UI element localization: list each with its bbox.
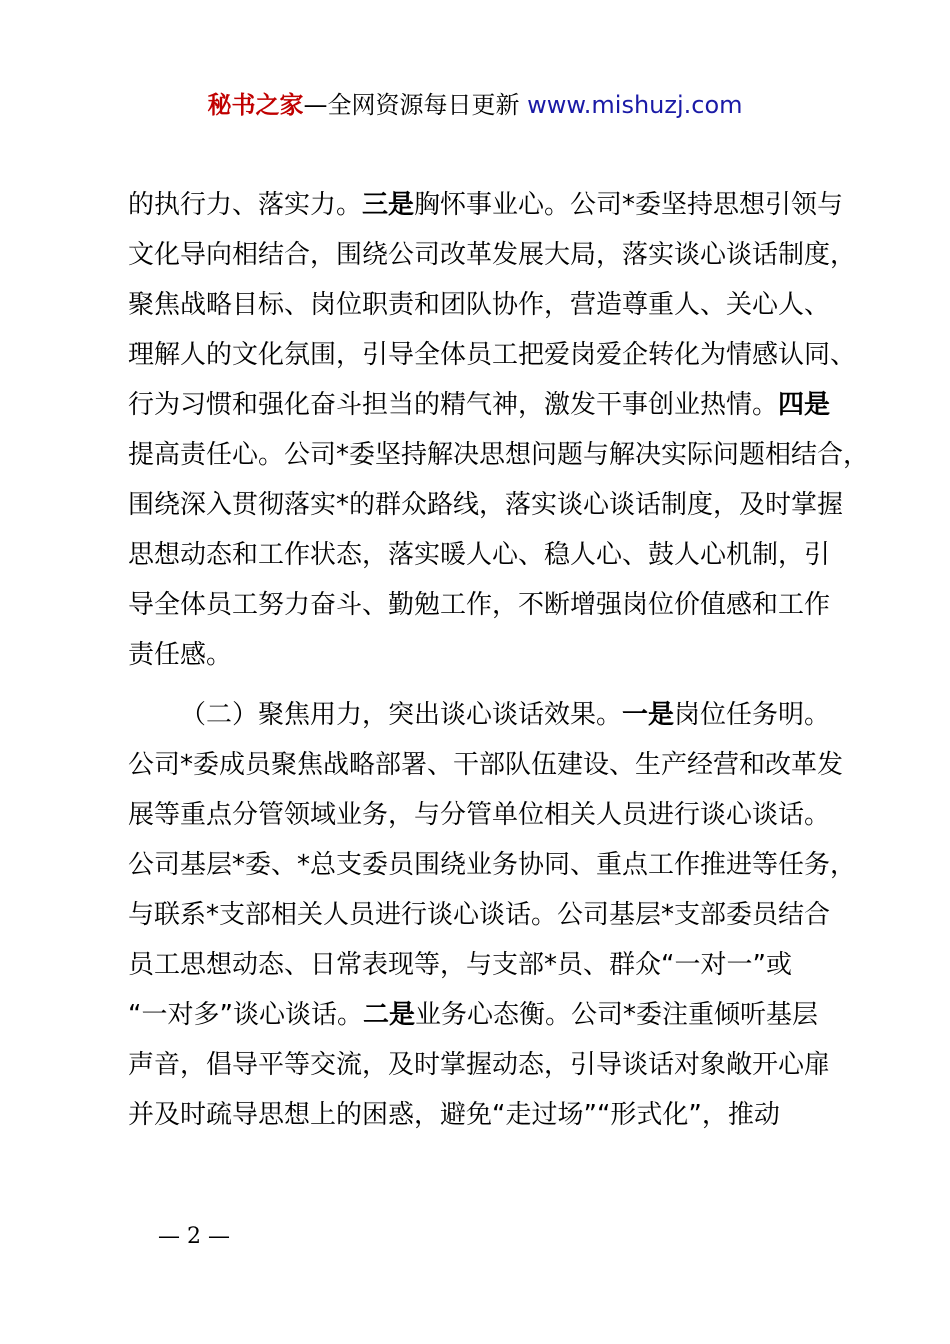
text-line: 文化导向相结合，围绕公司改革发展大局，落实谈心谈话制度， <box>128 240 857 270</box>
bold-keyword: 三是 <box>362 190 415 220</box>
text-line <box>128 180 844 230</box>
text-line: 围绕深入贯彻落实*的群众路线，落实谈心谈话制度，及时掌握 <box>128 490 844 520</box>
text-run: 胸怀事业心。公司*委坚持思想引领与 <box>414 190 844 220</box>
text-line: 声音，倡导平等交流，及时掌握动态，引导谈话对象敞开心扉 <box>128 1050 831 1080</box>
banner-slogan: —全网资源每日更新 <box>303 91 520 119</box>
text-line: 责任感。 <box>128 640 233 670</box>
text-line: 聚焦战略目标、岗位职责和团队协作，营造尊重人、关心人、 <box>128 290 831 320</box>
text-line: 提高责任心。公司*委坚持解决思想问题与解决实际问题相结合， <box>128 440 870 470</box>
text-run: 岗位任务明。 <box>674 700 831 730</box>
text-run: 行为习惯和强化奋斗担当的精气神，激发干事创业热情。 <box>128 390 779 420</box>
text-line: 思想动态和工作状态，落实暖人心、稳人心、鼓人心机制，引 <box>128 540 831 570</box>
text-line <box>128 380 831 430</box>
site-banner <box>0 88 950 122</box>
paragraph-2 <box>128 690 857 1140</box>
text-line: 公司基层*委、*总支委员围绕业务协同、重点工作推进等任务， <box>128 850 857 880</box>
section-heading: （二）聚焦用力，突出谈心谈话效果。 <box>180 700 623 730</box>
bold-keyword: 一是 <box>622 700 675 730</box>
document-body <box>128 180 870 1140</box>
text-run: 的执行力、落实力。 <box>128 190 363 220</box>
text-line: 展等重点分管领域业务，与分管单位相关人员进行谈心谈话。 <box>128 800 831 830</box>
bold-keyword: 二是 <box>362 1000 415 1030</box>
text-line: 员工思想动态、日常表现等，与支部*员、群众“一对一”或 <box>128 950 792 980</box>
text-line: 并及时疏导思想上的困惑，避免“走过场”“形式化”，推动 <box>128 1100 780 1130</box>
banner-url-link[interactable]: www.mishuzj.com <box>527 91 743 119</box>
text-line <box>128 990 828 1040</box>
text-line: 公司*委成员聚焦战略部署、干部队伍建设、生产经营和改革发 <box>128 750 844 780</box>
bold-keyword: 四是 <box>778 390 831 420</box>
text-line: 导全体员工努力奋斗、勤勉工作，不断增强岗位价值感和工作 <box>128 590 831 620</box>
text-run: “一对多”谈心谈话。 <box>128 1000 363 1030</box>
text-line: 与联系*支部相关人员进行谈心谈话。公司基层*支部委员结合 <box>128 900 831 930</box>
text-line <box>128 690 831 740</box>
paragraph-1 <box>128 180 870 680</box>
text-line: 理解人的文化氛围，引导全体员工把爱岗爱企转化为情感认同、 <box>128 340 857 370</box>
brand-name: 秘书之家 <box>207 91 304 119</box>
page-number: — 2 — <box>158 1224 230 1249</box>
text-run: 业务心态衡。公司*委注重倾听基层 <box>414 1000 818 1030</box>
